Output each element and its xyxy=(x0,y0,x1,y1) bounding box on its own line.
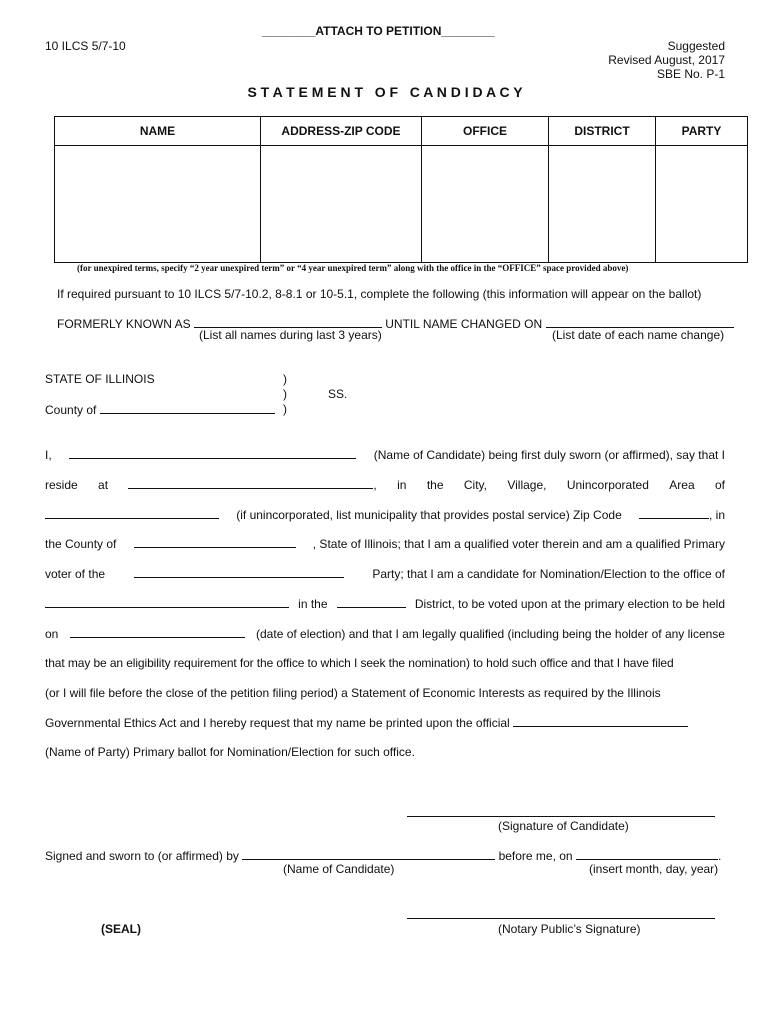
oath-text: in the xyxy=(298,597,328,611)
column-header-address: ADDRESS-ZIP CODE xyxy=(261,117,422,146)
name-change-date-field[interactable] xyxy=(546,316,734,328)
table-header-row xyxy=(55,117,748,146)
name-cell[interactable] xyxy=(55,146,261,263)
candidate-signature-caption: (Signature of Candidate) xyxy=(498,819,629,833)
candidate-info-table xyxy=(54,116,748,263)
district-cell[interactable] xyxy=(549,146,656,263)
ballot-party-field[interactable] xyxy=(513,715,688,727)
zip-code-field[interactable] xyxy=(639,507,709,519)
election-date-field[interactable] xyxy=(70,626,245,638)
column-header-party: PARTY xyxy=(656,117,748,146)
oath-word: reside xyxy=(45,478,78,492)
sworn-text: before me, on xyxy=(498,849,573,863)
oath-text: voter of the xyxy=(45,567,106,581)
sworn-date-caption: (insert month, day, year) xyxy=(589,862,719,876)
formerly-known-intro: If required pursuant to 10 ILCS 5/7-10.2, 8-8.1 or 10-5.1, complete the following (this information will appear on the ballot) xyxy=(57,287,702,301)
oath-line-1 xyxy=(45,447,725,462)
state-of-illinois: STATE OF ILLINOIS xyxy=(45,372,155,386)
oath-line-4 xyxy=(45,536,725,551)
office-cell[interactable] xyxy=(422,146,549,263)
oath-line-2 xyxy=(45,477,725,492)
venue-paren: ) xyxy=(283,387,287,401)
table-row xyxy=(55,146,748,263)
sworn-candidate-name-field[interactable] xyxy=(242,848,495,860)
oath-word: of xyxy=(714,478,725,492)
oath-line-5 xyxy=(45,566,725,581)
name-change-date-hint: (List date of each name change) xyxy=(552,328,725,342)
oath-line-11: (Name of Party) Primary ballot for Nomination/Election for such office. xyxy=(45,745,415,759)
oath-text: the County of xyxy=(45,537,117,551)
ss-label: SS. xyxy=(328,387,348,401)
residence-county-field[interactable] xyxy=(134,536,296,548)
oath-line-6 xyxy=(45,596,725,611)
oath-word: Unincorporated xyxy=(566,478,649,492)
party-cell[interactable] xyxy=(656,146,748,263)
sworn-text: Signed and sworn to (or affirmed) by xyxy=(45,849,239,863)
attach-to-petition-heading: ________ATTACH TO PETITION________ xyxy=(262,24,495,38)
oath-text: , in xyxy=(708,508,725,522)
oath-text: (if unincorporated, list municipality that provides postal service) Zip Code xyxy=(236,508,622,522)
oath-text: (Name of Candidate) being first duly sworn (or affirmed), say that I xyxy=(373,448,725,462)
county-label: County of xyxy=(45,403,97,417)
residence-address-field[interactable] xyxy=(128,477,373,489)
sworn-text: . xyxy=(717,849,722,863)
oath-line-7 xyxy=(45,626,725,641)
page-title: S T A T E M E N T O F C A N D I D A C Y xyxy=(247,84,523,100)
statute-reference: 10 ILCS 5/7-10 xyxy=(45,39,126,53)
revision-date: Revised August, 2017 xyxy=(608,53,725,67)
county-field[interactable] xyxy=(100,402,275,414)
oath-word: the xyxy=(426,478,444,492)
oath-text: (date of election) and that I am legally qualified (including being the holder of any license xyxy=(256,627,725,641)
oath-word: City, xyxy=(463,478,487,492)
suggested-label: Suggested xyxy=(667,39,725,53)
oath-text: District, to be voted upon at the primary election to be held xyxy=(414,597,725,611)
office-field[interactable] xyxy=(45,596,289,608)
candidate-signature-line[interactable] xyxy=(407,816,715,817)
municipality-field[interactable] xyxy=(45,507,219,519)
form-number: SBE No. P-1 xyxy=(656,67,725,81)
notary-signature-caption: (Notary Public’s Signature) xyxy=(498,922,641,936)
formerly-known-label: FORMERLY KNOWN AS xyxy=(57,317,191,331)
venue-paren: ) xyxy=(283,402,287,416)
seal-label: (SEAL) xyxy=(101,922,141,936)
oath-text: , State of Illinois; that I am a qualified voter therein and am a qualified Primary xyxy=(312,537,725,551)
oath-line-8: that may be an eligibility requirement for the office to which I seek the nomination) to hold such office and that I have filed xyxy=(45,656,674,670)
sworn-name-caption: (Name of Candidate) xyxy=(283,862,395,876)
oath-pronoun: I, xyxy=(45,448,52,462)
column-header-district: DISTRICT xyxy=(549,117,656,146)
venue-paren: ) xyxy=(283,372,287,386)
oath-word: , xyxy=(373,478,377,492)
sworn-line xyxy=(45,848,721,863)
former-names-hint: (List all names during last 3 years) xyxy=(199,328,382,342)
column-header-office: OFFICE xyxy=(422,117,549,146)
party-field[interactable] xyxy=(134,566,344,578)
oath-line-3 xyxy=(45,507,725,522)
district-field[interactable] xyxy=(337,596,406,608)
address-cell[interactable] xyxy=(261,146,422,263)
oath-text: Party; that I am a candidate for Nomination/Election to the office of xyxy=(372,567,725,581)
unexpired-term-note: (for unexpired terms, specify “2 year unexpired term” or “4 year unexpired term” along with the office in the “OFFICE” space provided above) xyxy=(77,263,629,273)
column-header-name: NAME xyxy=(55,117,261,146)
until-name-changed-label: UNTIL NAME CHANGED ON xyxy=(385,317,543,331)
oath-word: in xyxy=(397,478,407,492)
candidate-name-field[interactable] xyxy=(69,447,356,459)
oath-word: at xyxy=(98,478,109,492)
sworn-date-field[interactable] xyxy=(576,848,718,860)
county-line xyxy=(45,402,275,417)
oath-text: on xyxy=(45,627,59,641)
oath-word: Area xyxy=(669,478,695,492)
oath-text: Governmental Ethics Act and I hereby request that my name be printed upon the official xyxy=(45,716,510,730)
oath-line-10 xyxy=(45,715,688,730)
notary-signature-line[interactable] xyxy=(407,918,715,919)
oath-line-9: (or I will file before the close of the petition filing period) a Statement of Economic Interests as required by the Illinois xyxy=(45,686,661,700)
former-names-field[interactable] xyxy=(194,316,382,328)
oath-word: Village, xyxy=(507,478,547,492)
